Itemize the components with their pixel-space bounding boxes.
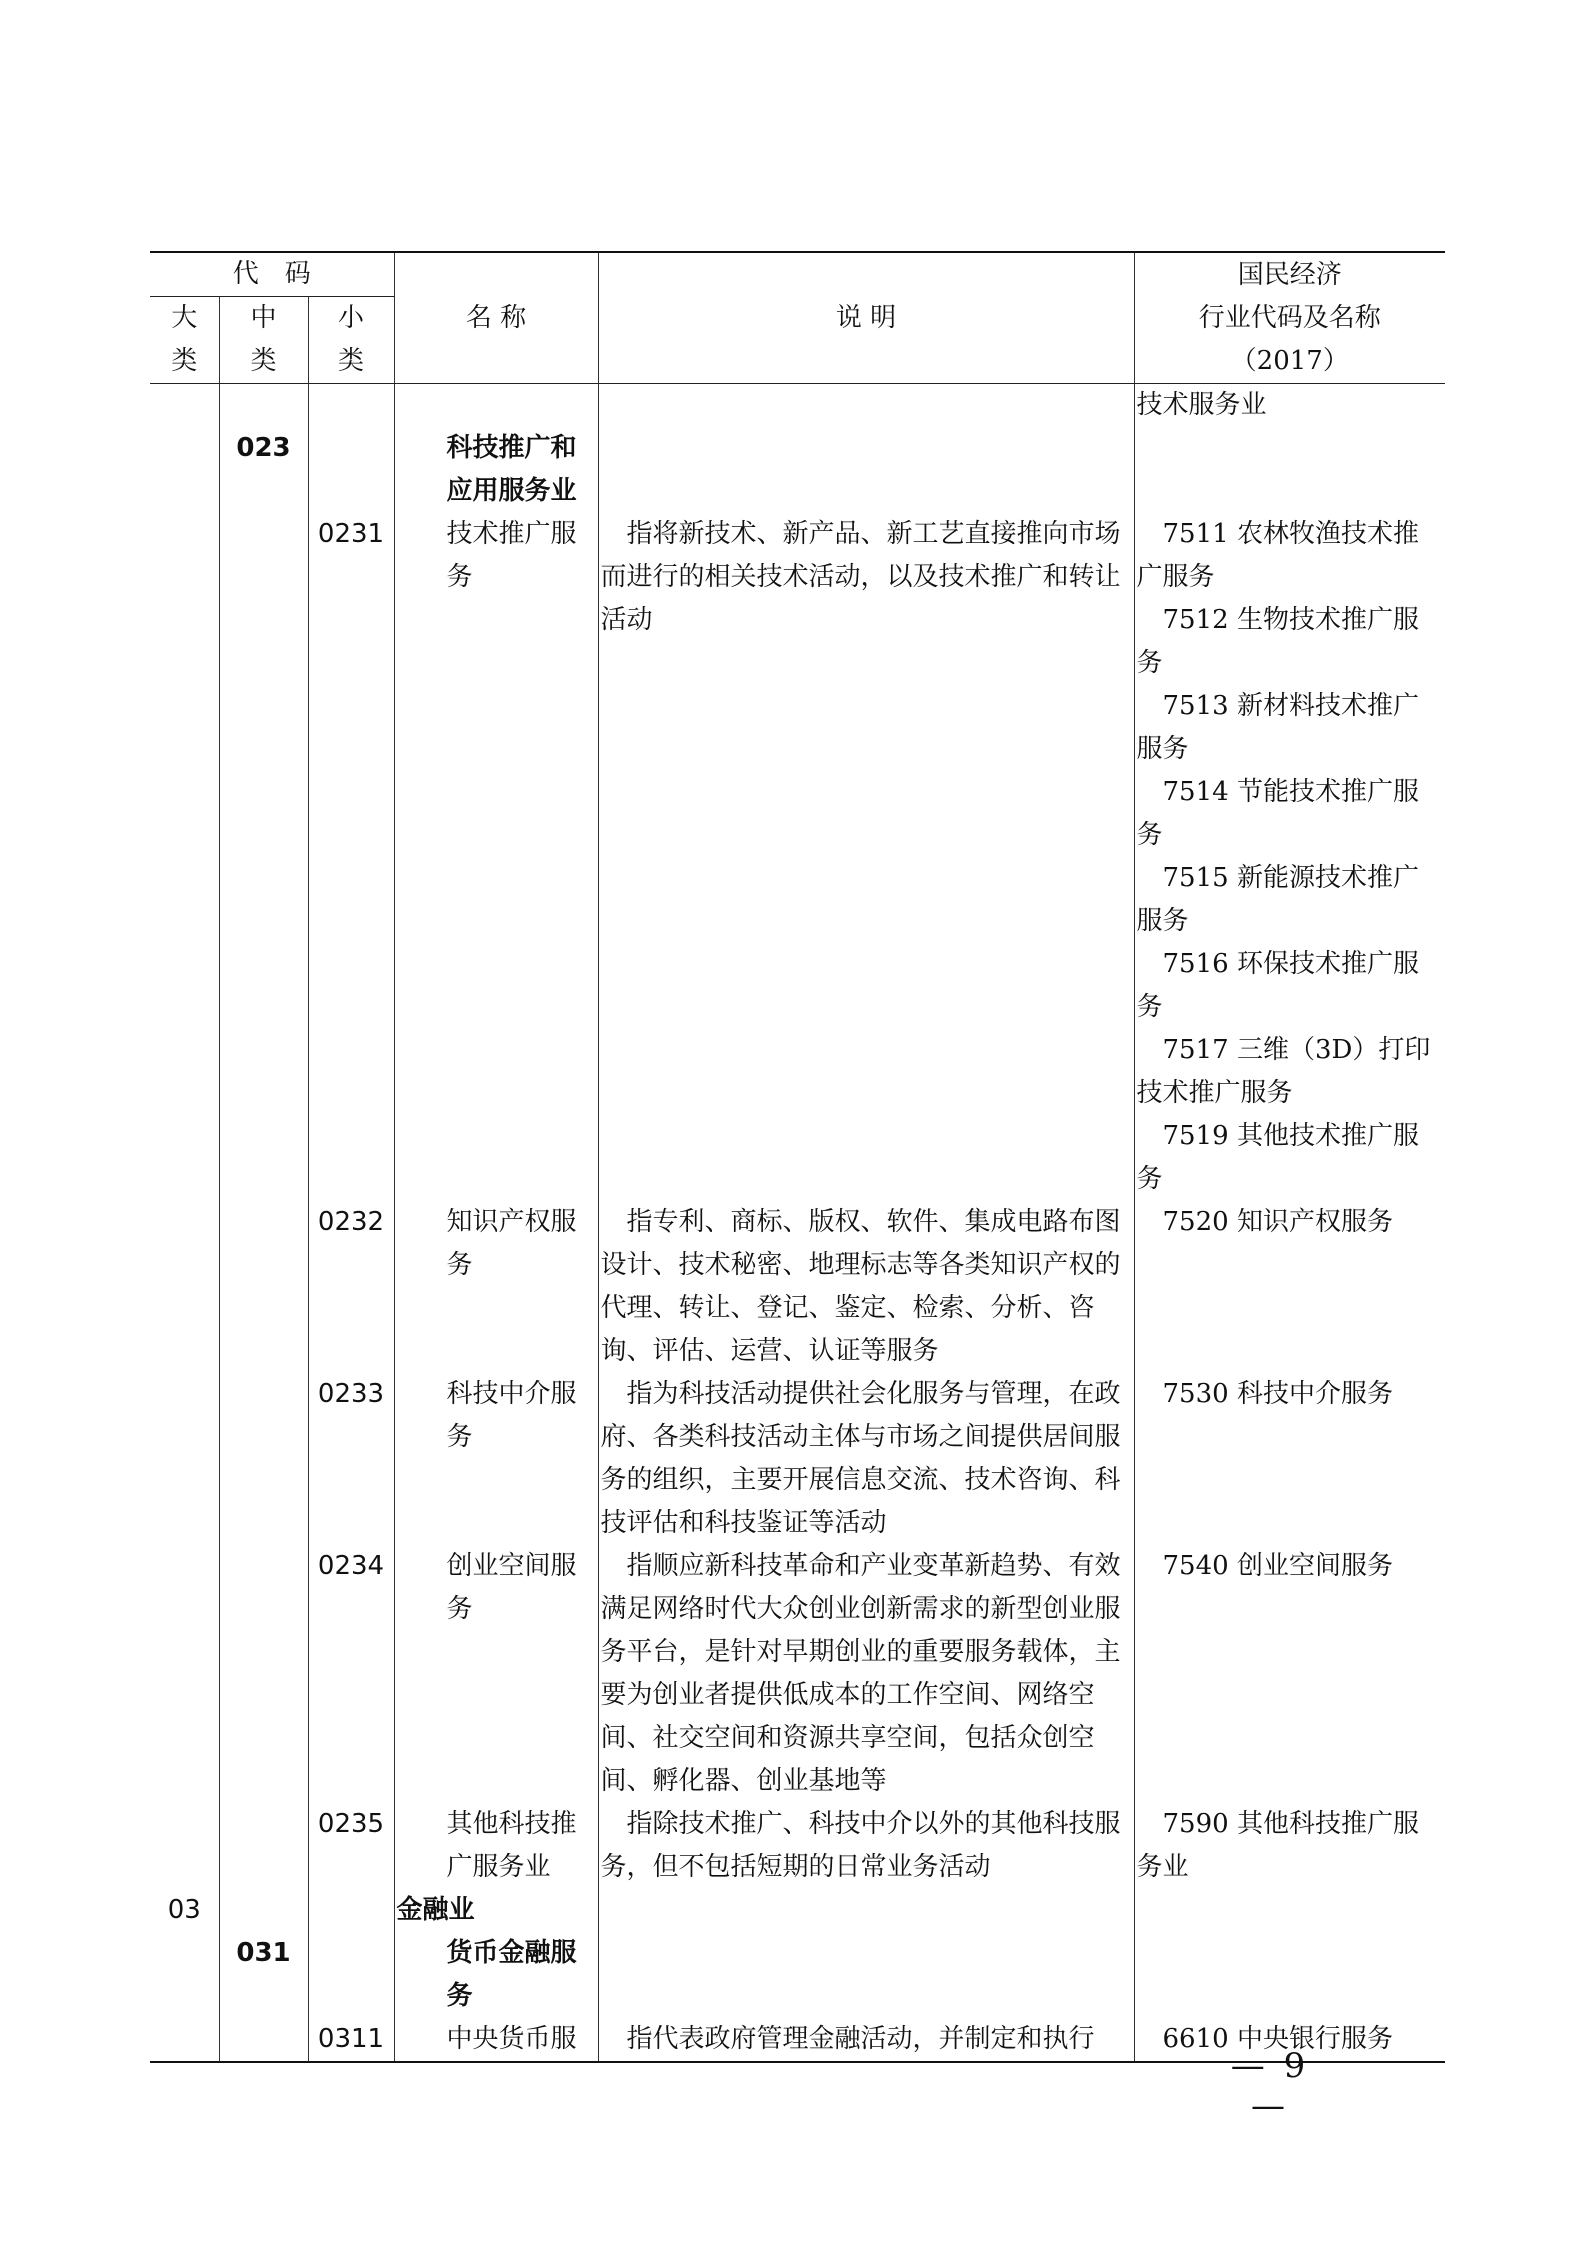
medium-class-code: 031 — [219, 1932, 308, 2018]
category-description: 指将新技术、新产品、新工艺直接推向市场而进行的相关技术活动，以及技术推广和转让活动 — [598, 513, 1134, 1201]
table-row — [150, 384, 1445, 428]
category-name: 知识产权服务 — [394, 1201, 598, 1373]
medium-class-code — [219, 1889, 308, 1932]
minor-class-code — [308, 384, 394, 428]
table-row — [150, 1889, 1445, 1932]
category-name: 创业空间服务 — [394, 1545, 598, 1803]
national-industry-codes — [1134, 1545, 1445, 1803]
minor-class-header: 小类 — [308, 297, 394, 384]
name-column-header: 名 称 — [394, 252, 598, 384]
major-class-code — [150, 427, 219, 513]
major-class-code — [150, 1932, 219, 2018]
table-row — [150, 1803, 1445, 1889]
medium-class-code — [219, 2018, 308, 2062]
national-code-item: 6610 中央银行服务 — [1162, 2024, 1393, 2054]
national-code-item: 7530 科技中介服务 — [1162, 1379, 1393, 1409]
industry-classification-table — [150, 251, 1445, 2063]
national-industry-codes — [1134, 384, 1445, 428]
category-description — [598, 1932, 1134, 2018]
table-row — [150, 1932, 1445, 2018]
minor-class-code: 0311 — [308, 2018, 394, 2062]
major-class-code — [150, 1373, 219, 1545]
medium-class-code: 023 — [219, 427, 308, 513]
medium-class-code — [219, 1373, 308, 1545]
major-class-code — [150, 1545, 219, 1803]
national-industry-codes — [1134, 1803, 1445, 1889]
national-code-item: 7520 知识产权服务 — [1162, 1207, 1393, 1237]
national-industry-codes — [1134, 1932, 1445, 2018]
minor-class-code: 0234 — [308, 1545, 394, 1803]
medium-class-code — [219, 1545, 308, 1803]
major-class-code — [150, 384, 219, 428]
table-row — [150, 1201, 1445, 1373]
national-industry-codes — [1134, 513, 1445, 1201]
minor-class-code: 0235 — [308, 1803, 394, 1889]
national-code-item: 7514 节能技术推广服务 — [1136, 777, 1419, 850]
national-code-item: 7512 生物技术推广服务 — [1136, 605, 1419, 678]
minor-class-code — [308, 427, 394, 513]
category-name: 技术推广服务 — [394, 513, 598, 1201]
category-description — [598, 384, 1134, 428]
medium-class-header: 中类 — [219, 297, 308, 384]
table-row — [150, 513, 1445, 1201]
national-code-item: 7513 新材料技术推广服务 — [1136, 691, 1419, 764]
category-description: 指除技术推广、科技中介以外的其他科技服务，但不包括短期的日常业务活动 — [598, 1803, 1134, 1889]
medium-class-code — [219, 513, 308, 1201]
national-industry-codes — [1134, 1201, 1445, 1373]
category-description: 指专利、商标、版权、软件、集成电路布图设计、技术秘密、地理标志等各类知识产权的代理、转让、登记、鉴定、检索、分析、咨询、评估、运营、认证等服务 — [598, 1201, 1134, 1373]
major-class-code — [150, 1803, 219, 1889]
national-code-header-line2: 行业代码及名称 — [1198, 302, 1381, 333]
national-code-item: 7519 其他技术推广服务 — [1136, 1121, 1419, 1194]
code-group-header: 代 码 — [150, 252, 394, 297]
category-description — [598, 427, 1134, 513]
national-code-column-header — [1134, 252, 1445, 384]
minor-class-code — [308, 1889, 394, 1932]
category-name: 科技中介服务 — [394, 1373, 598, 1545]
medium-class-code — [219, 1201, 308, 1373]
national-industry-codes — [1134, 427, 1445, 513]
category-description: 指顺应新科技革命和产业变革新趋势、有效满足网络时代大众创业创新需求的新型创业服务平台，是针对早期创业的重要服务载体，主要为创业者提供低成本的工作空间、网络空间、社交空间和资源共享空间，包括众创空间、孵化器、创业基地等 — [598, 1545, 1134, 1803]
category-name: 科技推广和应用服务业 — [394, 427, 598, 513]
minor-class-code: 0231 — [308, 513, 394, 1201]
category-description: 指代表政府管理金融活动，并制定和执行 — [598, 2018, 1134, 2062]
national-code-item: 7511 农林牧渔技术推广服务 — [1136, 519, 1419, 592]
national-code-header-line3: （2017） — [1230, 345, 1349, 376]
minor-class-code: 0233 — [308, 1373, 394, 1545]
table-row — [150, 427, 1445, 513]
national-industry-codes — [1134, 1889, 1445, 1932]
major-class-code — [150, 513, 219, 1201]
table-row — [150, 1373, 1445, 1545]
national-code-item: 7515 新能源技术推广服务 — [1136, 863, 1419, 936]
national-industry-codes — [1134, 1373, 1445, 1545]
national-code-item: 7590 其他科技推广服务业 — [1136, 1809, 1419, 1882]
medium-class-code — [219, 1803, 308, 1889]
national-code-header-line1: 国民经济 — [1237, 259, 1342, 290]
national-code-item: 7540 创业空间服务 — [1162, 1551, 1393, 1581]
national-code-item: 7517 三维（3D）打印技术推广服务 — [1136, 1035, 1431, 1108]
category-name: 其他科技推广服务业 — [394, 1803, 598, 1889]
category-name: 中央货币服 — [394, 2018, 598, 2062]
category-description: 指为科技活动提供社会化服务与管理，在政府、各类科技活动主体与市场之间提供居间服务的组织，主要开展信息交流、技术咨询、科技评估和科技鉴证等活动 — [598, 1373, 1134, 1545]
table-row — [150, 1545, 1445, 1803]
table-body — [150, 384, 1445, 2063]
category-description — [598, 1889, 1134, 1932]
major-class-code: 03 — [167, 1895, 201, 1925]
category-name: 金融业 — [394, 1889, 598, 1932]
page-number: — 9 — — [1230, 2046, 1310, 2126]
description-column-header: 说 明 — [598, 252, 1134, 384]
major-class-code — [150, 2018, 219, 2062]
major-class-code — [150, 1201, 219, 1373]
minor-class-code: 0232 — [308, 1201, 394, 1373]
national-code-item: 7516 环保技术推广服务 — [1136, 949, 1419, 1022]
category-name — [394, 384, 598, 428]
medium-class-code — [219, 384, 308, 428]
national-code-item: 技术服务业 — [1136, 390, 1267, 420]
major-class-header: 大类 — [150, 297, 219, 384]
category-name: 货币金融服务 — [394, 1932, 598, 2018]
minor-class-code — [308, 1932, 394, 2018]
